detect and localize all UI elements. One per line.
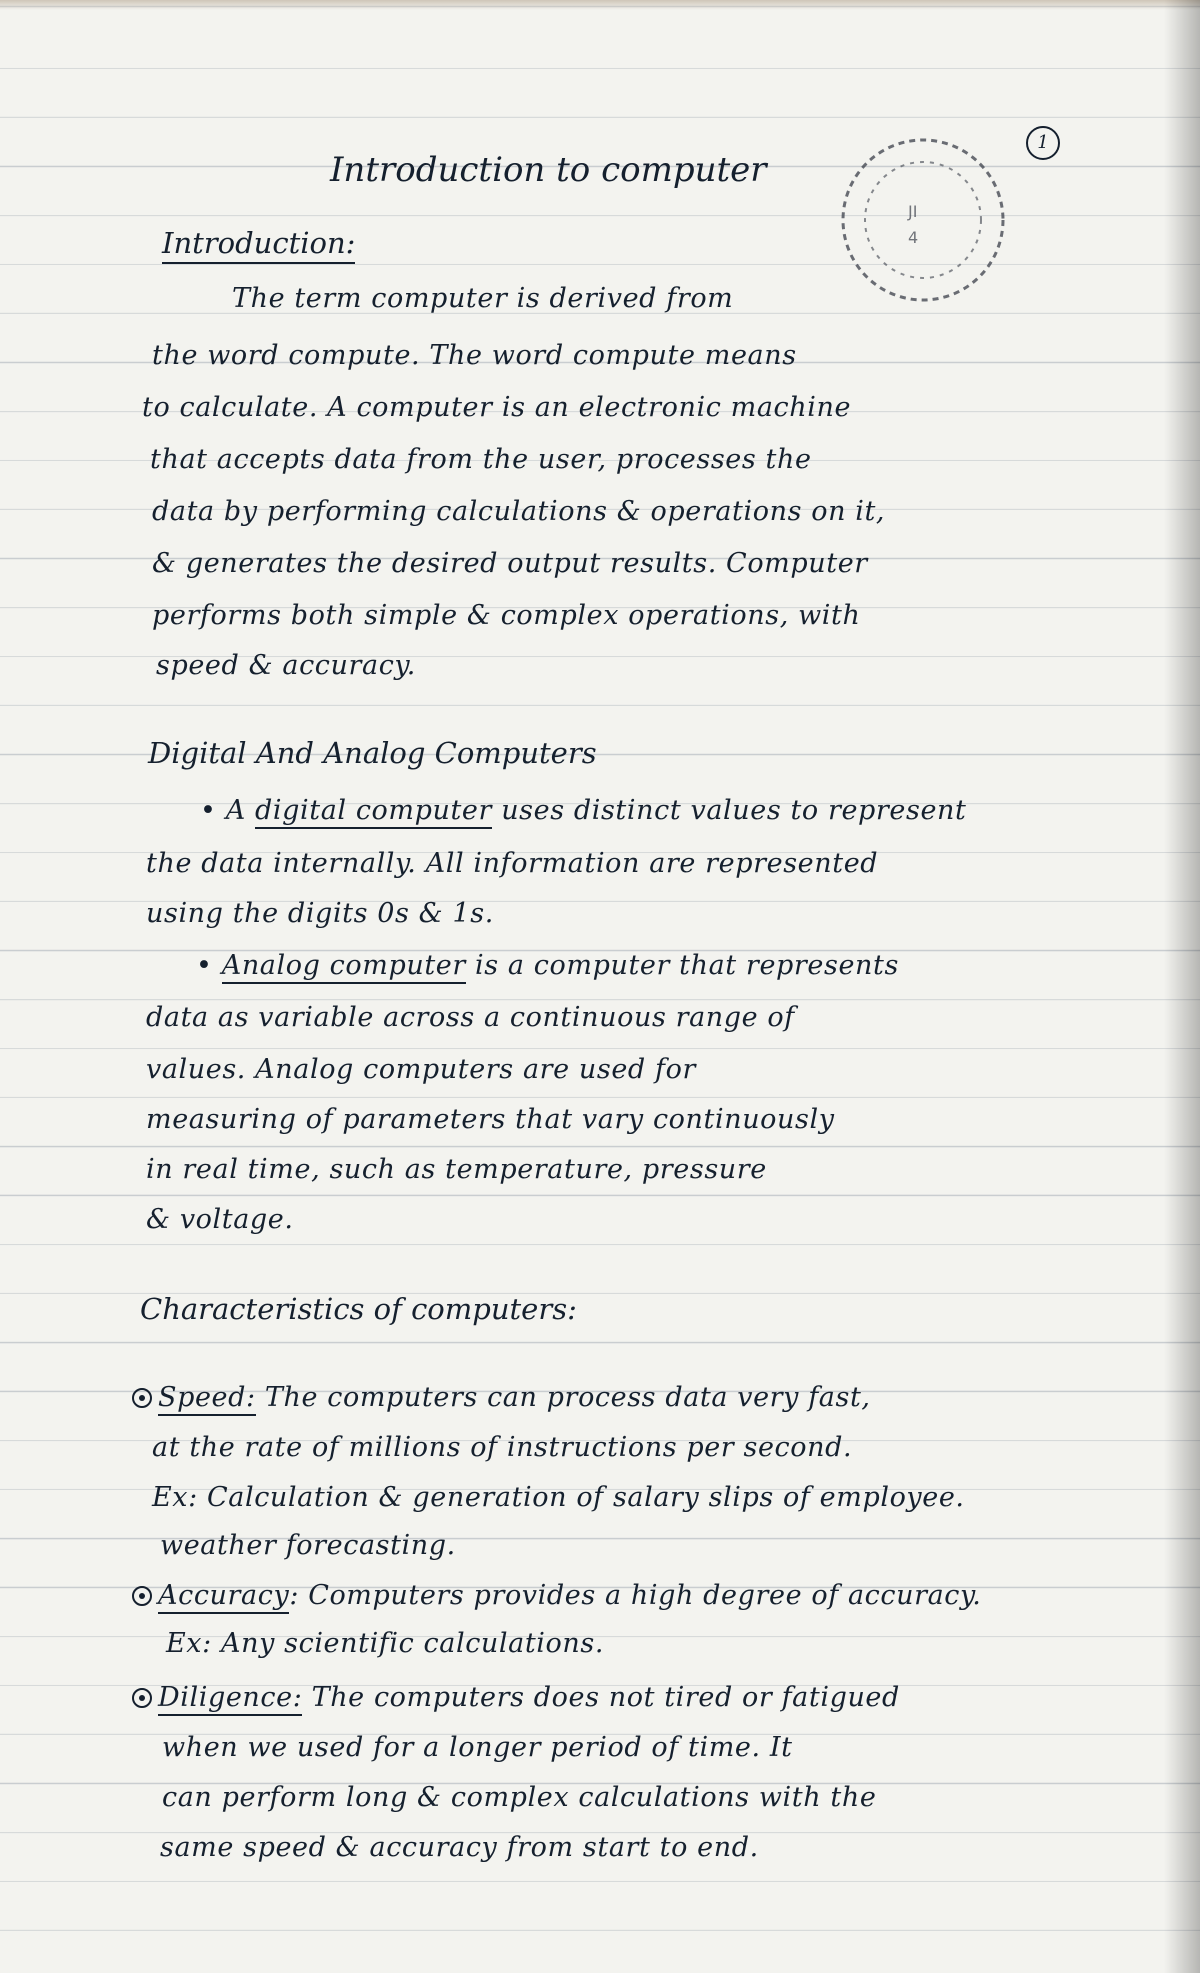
- accuracy-term: Accuracy: [158, 1580, 289, 1614]
- speed-line-1: Speed: The computers can process data very fast,: [132, 1382, 871, 1413]
- digital-analog-heading: Digital And Analog Computers: [148, 736, 597, 770]
- diligence-line-2: when we used for a longer period of time. It: [162, 1732, 793, 1763]
- digital-line-3: using the digits 0s & 1s.: [146, 898, 494, 929]
- intro-line-6: & generates the desired output results. Computer: [152, 548, 868, 579]
- speed-line-4: weather forecasting.: [160, 1530, 456, 1561]
- digital-computer-term: digital computer: [255, 795, 492, 829]
- intro-heading: Introduction:: [162, 226, 355, 260]
- intro-line-4: that accepts data from the user, processes the: [150, 444, 812, 475]
- stamp-text-1: JI: [908, 202, 918, 221]
- intro-line-7: performs both simple & complex operations, with: [152, 600, 861, 631]
- characteristics-heading: Characteristics of computers:: [140, 1292, 577, 1326]
- diligence-line-3: can perform long & complex calculations with the: [162, 1782, 877, 1813]
- intro-line-1: The term computer is derived from: [232, 283, 734, 314]
- accuracy-line-1: Accuracy: Computers provides a high degree of accuracy.: [132, 1580, 981, 1611]
- stamp-text-2: 4: [908, 228, 919, 247]
- page-number: 1: [1026, 126, 1060, 160]
- speed-line-3: Ex: Calculation & generation of salary slips of employee.: [152, 1482, 965, 1513]
- intro-line-3: to calculate. A computer is an electronic machine: [142, 392, 852, 423]
- binding-shadow: [1164, 0, 1200, 1973]
- intro-line-5: data by performing calculations & operations on it,: [152, 496, 886, 527]
- analog-line-6: & voltage.: [146, 1204, 294, 1235]
- page-title: Introduction to computer: [330, 150, 767, 190]
- analog-line-5: in real time, such as temperature, pressure: [146, 1154, 767, 1185]
- library-stamp: [828, 125, 1018, 315]
- accuracy-line-2: Ex: Any scientific calculations.: [166, 1628, 605, 1659]
- speed-term: Speed:: [158, 1382, 256, 1416]
- intro-line-8: speed & accuracy.: [156, 650, 416, 681]
- analog-line-4: measuring of parameters that vary continuously: [146, 1104, 835, 1135]
- digital-line-1: • A digital computer uses distinct values to represent: [200, 795, 966, 826]
- diligence-line-4: same speed & accuracy from start to end.: [160, 1832, 759, 1863]
- analog-line-1: • Analog computer is a computer that represents: [196, 950, 899, 981]
- bullet-circle-icon: [132, 1688, 152, 1708]
- analog-line-2: data as variable across a continuous range of: [146, 1002, 795, 1033]
- page-top-edge: [0, 0, 1200, 10]
- intro-line-2: the word compute. The word compute means: [152, 340, 797, 371]
- diligence-term: Diligence:: [158, 1682, 302, 1716]
- bullet-circle-icon: [132, 1388, 152, 1408]
- analog-computer-term: Analog computer: [222, 950, 466, 984]
- analog-line-3: values. Analog computers are used for: [146, 1054, 696, 1085]
- diligence-line-1: Diligence: The computers does not tired or fatigued: [132, 1682, 900, 1713]
- bullet-circle-icon: [132, 1586, 152, 1606]
- digital-line-2: the data internally. All information are represented: [146, 848, 879, 879]
- speed-line-2: at the rate of millions of instructions per second.: [152, 1432, 853, 1463]
